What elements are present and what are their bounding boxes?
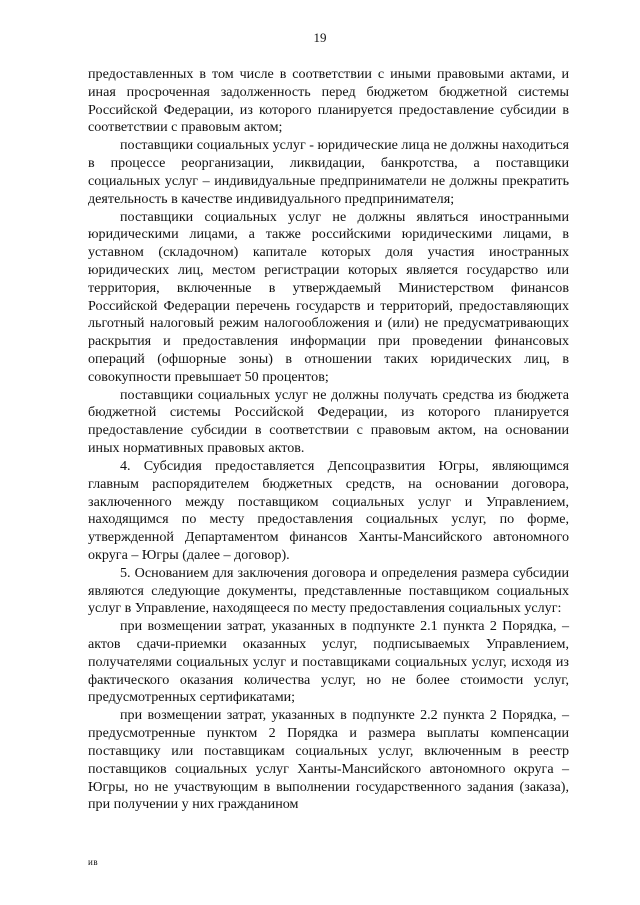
paragraph-reimbursement-2-2: при возмещении затрат, указанных в подпункте 2.2 пункта 2 Порядка, – предусмотренные пунктом 2 Порядка и размера выплаты компенсации поставщику или поставщикам социальных услуг, включенным в реестр поставщиков социальных услуг Ханты-Мансийского автономного округа – Югры, но не участвующим в выполнении государственного задания (заказа), при получении у них гражданином xyxy=(88,707,569,813)
footer-initials: ив xyxy=(88,857,99,867)
paragraph-reorganization-requirement: поставщики социальных услуг - юридические лица не должны находиться в процессе реорганизации, ликвидации, банкротства, а поставщики социальных услуг – индивидуальные предприниматели не должны прекратить деятельность в качестве индивидуального предпринимателя; xyxy=(88,137,569,207)
paragraph-item-4: 4. Субсидия предоставляется Депсоцразвития Югры, являющимся главным распорядителем бюджетных средств, на основании договора, заключенного между поставщиком социальных услуг и Управлением, находящимся по месту предоставления социальных услуг, по форме, утвержденной Департаментом финансов Ханты-Мансийского автономного округа – Югры (далее – договор). xyxy=(88,457,569,563)
paragraph-debt-continuation: предоставленных в том числе в соответствии с иными правовыми актами, и иная просроченная задолженность перед бюджетом бюджетной системы Российской Федерации, из которого планируется предоставление субсидии в соответствии с правовым актом; xyxy=(88,66,569,136)
document-body xyxy=(88,66,569,814)
page-number: 19 xyxy=(313,30,327,45)
paragraph-other-funding-requirement: поставщики социальных услуг не должны получать средства из бюджета бюджетной системы Российской Федерации, из которого планируется предоставление субсидии в соответствии с правовым актом, на основании иных нормативных правовых актов. xyxy=(88,386,569,457)
paragraph-foreign-entities-requirement: поставщики социальных услуг не должны являться иностранными юридическими лицами, а также российскими юридическими лицами, в уставном (складочном) капитале которых доля участия иностранных юридических лиц, местом регистрации которых является государство или территория, включенные в утверждаемый Министерством финансов Российской Федерации перечень государств и территорий, предоставляющих льготный налоговый режим налогообложения и (или) не предусматривающих раскрытия и предоставления информации при проведении финансовых операций (офшорные зоны) в отношении таких юридических лиц, в совокупности превышает 50 процентов; xyxy=(88,208,569,385)
paragraph-reimbursement-2-1: при возмещении затрат, указанных в подпункте 2.1 пункта 2 Порядка, – актов сдачи-приемки оказанных услуг, подписываемых Управлением, получателями социальных услуг и поставщиками социальных услуг, исходя из фактического оказания количества услуг, но не более стоимости услуг, предусмотренных сертификатами; xyxy=(88,618,569,706)
paragraph-item-5: 5. Основанием для заключения договора и определения размера субсидии являются следующие документы, представленные поставщиком социальных услуг в Управление, находящееся по месту предоставления социальных услуг: xyxy=(88,564,569,617)
